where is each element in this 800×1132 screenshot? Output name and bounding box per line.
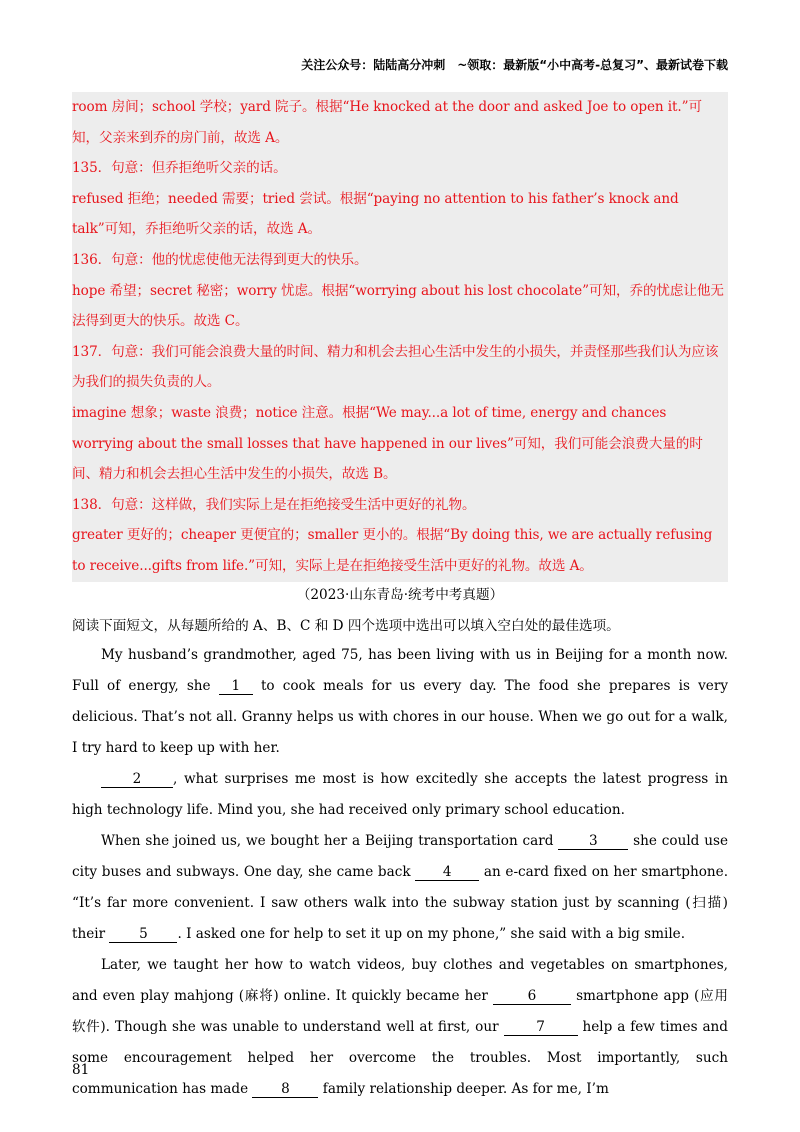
exam-source: （2023·山东青岛·统考中考真题） (296, 587, 504, 603)
answer-line: hope 希望；secret 秘密；worry 忧虑。根据“worrying about his lost chocolate”可知，乔的忧虑让他无法得到更大的快乐。故选 C。 (72, 282, 724, 330)
answer-explanations (72, 92, 728, 582)
passage-text: family relationship deeper. As for me, I’m (322, 1081, 609, 1097)
page-header: 关注公众号：陆陆高分冲刺 ~领取：最新版“小中高考-总复习”、最新试卷下载 (301, 58, 728, 72)
blank-6[interactable]: 6 (493, 988, 571, 1005)
passage-paragraph-2 (72, 764, 728, 826)
passage-text: My husband’s grandmother, aged 75, has been living with us in Beijing for a month now. Full of energy, she (72, 647, 728, 694)
passage-text: Later, we taught her how to watch videos, buy clothes and vegetables on smartphones, and even play mahjong (麻将) online. It quickly became her (72, 957, 728, 1004)
passage-text: smartphone app (应用软件). Though she was unable to understand well at first, our (72, 988, 728, 1035)
passage-paragraph-4 (72, 950, 728, 1105)
passage-text: an e-card fixed on her smartphone. “It’s far more convenient. I saw others walk into the subway station just by scanning (扫描) their (72, 864, 729, 942)
answer-line: 136．句意：他的忧虑使他无法得到更大的快乐。 (72, 251, 368, 268)
blank-2[interactable]: 2 (101, 771, 173, 788)
passage-paragraph-1 (72, 640, 728, 764)
page-number: 81 (72, 1062, 90, 1078)
passage-text: When she joined us, we bought her a Beijing transportation card (101, 833, 554, 849)
blank-1[interactable]: 1 (219, 678, 253, 695)
blank-7[interactable]: 7 (504, 1019, 578, 1036)
passage-text: , what surprises me most is how excitedly she accepts the latest progress in high technology life. Mind you, she had received only primary school education. (72, 771, 728, 818)
answer-line: imagine 想象；waste 浪费；notice 注意。根据“We may...a lot of time, energy and chances worrying about the small losses that have happened in our lives”可知，我们可能会浪费大量的时间、精力和机会去担心生活中发生的小损失，故选 B。 (72, 404, 703, 483)
blank-8[interactable]: 8 (252, 1081, 318, 1098)
passage-text: . I asked one for help to set it up on my phone,” she said with a big smile. (177, 926, 686, 942)
blank-4[interactable]: 4 (415, 864, 479, 881)
answer-line: 138．句意：这样做，我们实际上是在拒绝接受生活中更好的礼物。 (72, 496, 476, 513)
answer-line: room 房间；school 学校；yard 院子。根据“He knocked at the door and asked Joe to open it.”可知，父亲来到乔的房门前，故选 A。 (72, 99, 702, 146)
passage-text: help a few times and some encouragement helped her overcome the troubles. Most importantly, such communication has made (72, 1019, 729, 1097)
passage-paragraph-3 (72, 826, 728, 950)
passage-text: to cook meals for us every day. The food she prepares is very delicious. That’s not all. Granny helps us with chores in our house. When we go out for a walk, I try hard to keep up with her. (72, 678, 729, 756)
passage-text: she could use city buses and subways. One day, she came back (72, 833, 728, 880)
answer-line: refused 拒绝；needed 需要；tried 尝试。根据“paying no attention to his father’s knock and talk”可知，乔拒绝听父亲的话，故选 A。 (72, 190, 679, 238)
answer-line: 135．句意：但乔拒绝听父亲的话。 (72, 160, 287, 177)
cloze-passage (72, 640, 728, 1105)
answer-line: 137．句意：我们可能会浪费大量的时间、精力和机会去担心生活中发生的小损失，并责怪那些我们认为应该为我们的损失负责的人。 (72, 343, 719, 391)
blank-5[interactable]: 5 (109, 926, 177, 943)
answer-line: greater 更好的；cheaper 更便宜的；smaller 更小的。根据“By doing this, we are actually refusing to receive...gifts from life.”可知，实际上是在拒绝接受生活中更好的礼物。故选 A。 (72, 527, 713, 574)
blank-3[interactable]: 3 (558, 833, 628, 850)
instruction: 阅读下面短文，从每题所给的 A、B、C 和 D 四个选项中选出可以填入空白处的最佳选项。 (72, 618, 620, 634)
